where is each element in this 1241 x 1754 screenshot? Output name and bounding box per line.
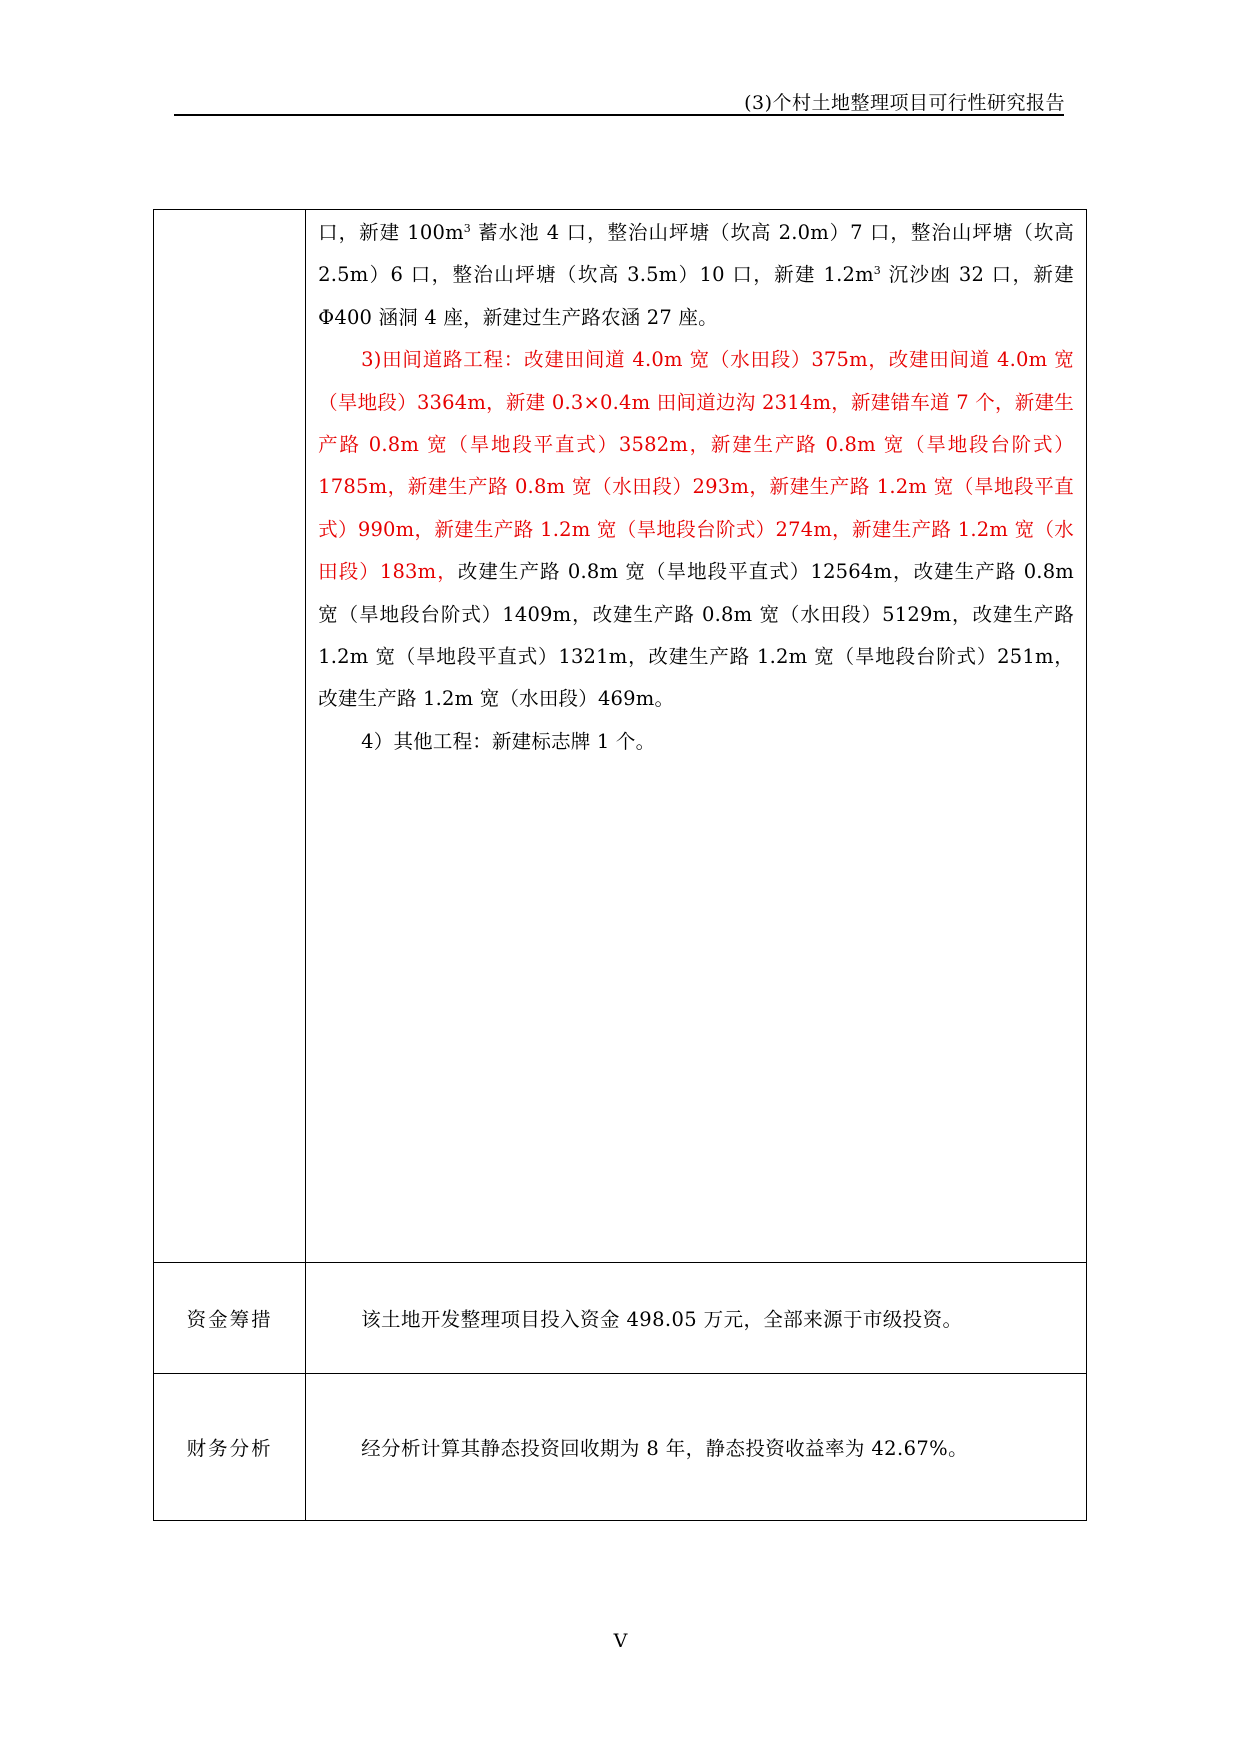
construction-content-cell bbox=[306, 210, 1087, 1263]
finance-row bbox=[154, 1374, 1087, 1521]
funding-label: 资金筹措 bbox=[154, 1263, 306, 1374]
cubic-superscript: 3 bbox=[463, 222, 471, 235]
funding-value: 该土地开发整理项目投入资金 498.05 万元，全部来源于市级投资。 bbox=[306, 1263, 1087, 1374]
funding-row bbox=[154, 1263, 1087, 1374]
construction-label-cell bbox=[154, 210, 306, 1263]
water-works-text-3: 沉沙凼 32 口，新建 Φ400 涵洞 4 座，新建过生产路农涵 27 座。 bbox=[318, 263, 1074, 329]
other-works-paragraph: 4）其他工程：新建标志牌 1 个。 bbox=[361, 729, 656, 753]
cubic-superscript: 3 bbox=[873, 264, 881, 278]
road-works-highlighted-text: 3)田间道路工程：改建田间道 4.0m 宽（水田段）375m，改建田间道 4.0m 宽（旱地段）3364m，新建 0.3×0.4m 田间道边沟 2314m，新建错车道 7 个，新建生产路 0.8m 宽（旱地段平直式）3582m，新建生产路 0.8m 宽（旱地段台阶式）1785m，新建生产路 0.8m 宽（水田段）293m，新建生产路 1.2m 宽（旱地段平直式）990m，新建生产路 1.2m 宽（旱地段台阶式）274m，新建生产路 1.2m 宽（水田段）183m， bbox=[318, 348, 1074, 584]
road-works-paragraph bbox=[318, 339, 1074, 721]
road-works-text: 改建生产路 0.8m 宽（旱地段平直式）12564m，改建生产路 0.8m 宽（旱地段台阶式）1409m，改建生产路 0.8m 宽（水田段）5129m，改建生产路 1.2m 宽（旱地段平直式）1321m，改建生产路 1.2m 宽（旱地段台阶式）251m，改建生产路 1.2m 宽（水田段）469m。 bbox=[318, 560, 1074, 711]
construction-content-row bbox=[154, 210, 1087, 1263]
page-number: V bbox=[613, 1630, 628, 1652]
header-rule bbox=[174, 114, 1064, 116]
water-works-paragraph bbox=[318, 212, 1074, 339]
report-header-title: (3)个村土地整理项目可行性研究报告 bbox=[744, 92, 1065, 114]
finance-value: 经分析计算其静态投资回收期为 8 年，静态投资收益率为 42.67%。 bbox=[306, 1374, 1087, 1521]
finance-label: 财务分析 bbox=[154, 1374, 306, 1521]
water-works-text-1: 口，新建 100m bbox=[318, 221, 464, 244]
project-summary-table bbox=[153, 209, 1087, 1521]
water-works-text-2: 蓄水池 4 口，整治山坪塘（坎高 2.0m）7 口，整治山坪塘（坎高 2.5m）6 口，整治山坪塘（坎高 3.5m）10 口，新建 1.2m bbox=[318, 221, 1074, 287]
